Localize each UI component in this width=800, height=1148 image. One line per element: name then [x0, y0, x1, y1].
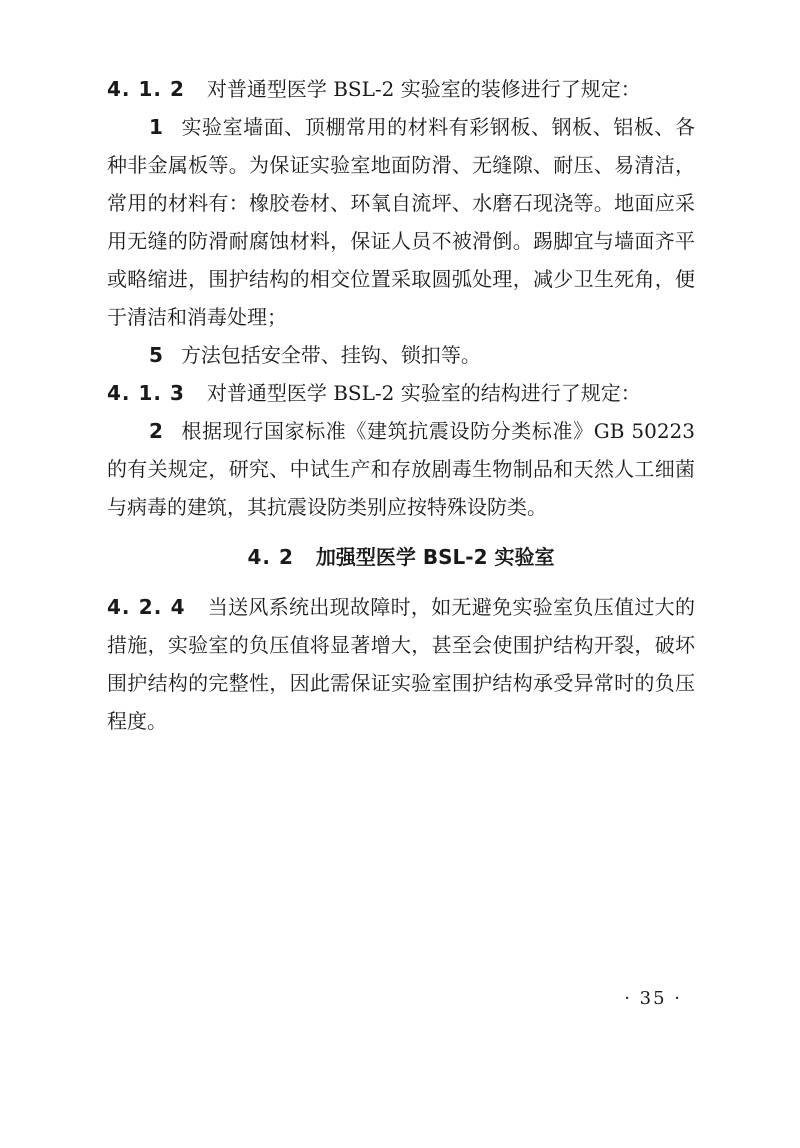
clause-text: 对普通型医学 BSL-2 实验室的结构进行了规定：: [206, 381, 641, 405]
item-number: 1: [149, 115, 163, 139]
clause-number: 4. 1. 2: [107, 77, 185, 101]
page-number: · 35 ·: [624, 988, 682, 1009]
item-text: 根据现行国家标准《建筑抗震设防分类标准》GB 50223 的有关规定，研究、中试生产和存放剧毒生物制品和天然人工细菌与病毒的建筑，其抗震设防类别应按特殊设防类。: [107, 419, 695, 519]
document-page: [107, 70, 695, 740]
section-number: 4. 2: [247, 545, 294, 569]
clause-4-1-2: [107, 70, 695, 108]
clause-4-2-4: [107, 588, 695, 740]
item-number: 5: [149, 343, 163, 367]
clause-4-1-2-item-5: [107, 336, 695, 374]
clause-4-1-3-item-2: [107, 412, 695, 526]
clause-4-1-3: [107, 374, 695, 412]
clause-text: 当送风系统出现故障时，如无避免实验室负压值过大的措施，实验室的负压值将显著增大，甚至会使围护结构开裂，破坏围护结构的完整性，因此需保证实验室围护结构承受异常时的负压程度。: [107, 595, 695, 733]
section-title: 加强型医学 BSL-2 实验室: [315, 545, 555, 569]
clause-number: 4. 2. 4: [107, 595, 186, 619]
item-text: 方法包括安全带、挂钩、锁扣等。: [180, 343, 481, 367]
clause-4-1-2-item-1: [107, 108, 695, 336]
item-text: 实验室墙面、顶棚常用的材料有彩钢板、钢板、铝板、各种非金属板等。为保证实验室地面防滑、无缝隙、耐压、易清洁，常用的材料有：橡胶卷材、环氧自流坪、水磨石现浇等。地面应采用无缝的防滑耐腐蚀材料，保证人员不被滑倒。踢脚宜与墙面齐平或略缩进，围护结构的相交位置采取圆弧处理，减少卫生死角，便于清洁和消毒处理；: [107, 115, 695, 329]
item-number: 2: [149, 419, 163, 443]
clause-text: 对普通型医学 BSL-2 实验室的装修进行了规定：: [206, 77, 641, 101]
section-heading: [107, 538, 695, 576]
clause-number: 4. 1. 3: [107, 381, 185, 405]
